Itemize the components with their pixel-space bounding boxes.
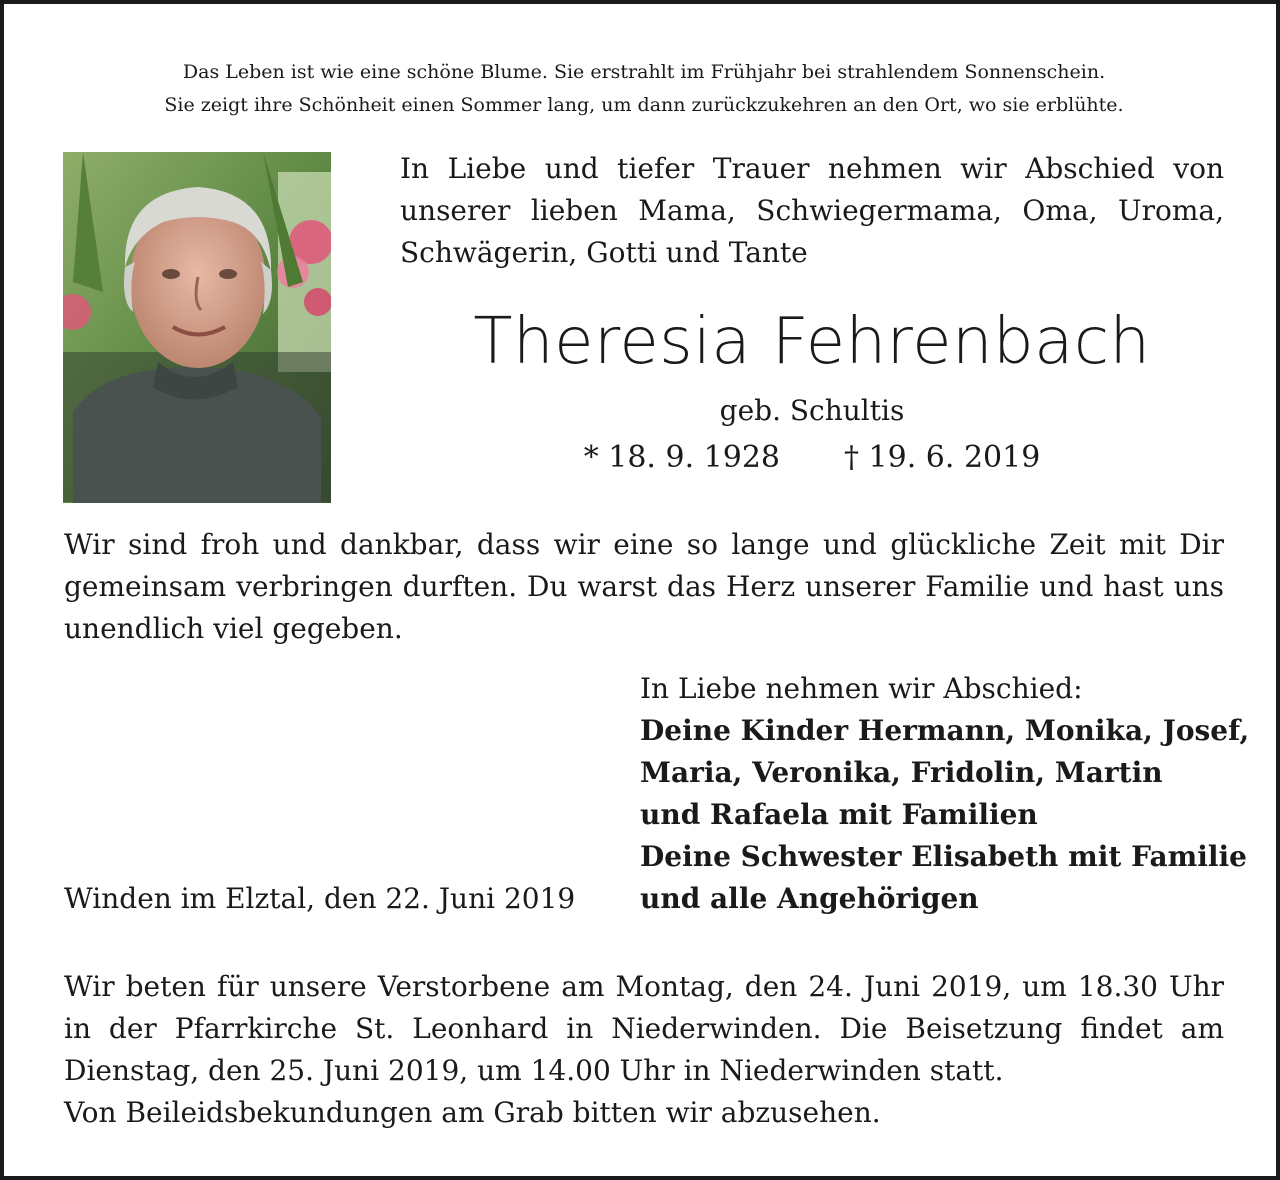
- death-date: † 19. 6. 2019: [844, 440, 1041, 475]
- motto-line-2: Sie zeigt ihre Schönheit einen Sommer lang, um dann zurückzukehren an den Ort, wo sie erblühte.: [164, 94, 1124, 116]
- portrait-photo: [63, 152, 331, 503]
- mourners-line: und alle Angehörigen: [640, 882, 979, 915]
- mourners-block: [640, 668, 1250, 920]
- birth-date: * 18. 9. 1928: [583, 440, 780, 475]
- mourners-line: und Rafaela mit Familien: [640, 798, 1038, 831]
- service-text: Wir beten für unsere Verstorbene am Montag, den 24. Juni 2019, um 18.30 Uhr in der Pfarrkirche St. Leonhard in Niederwinden. Die Beisetzung findet am Dienstag, den 25. Juni 2019, um 14.00 Uhr in Niederwinden statt.: [64, 970, 1224, 1087]
- mourners-line: Deine Kinder Hermann, Monika, Josef,: [640, 714, 1250, 747]
- service-info: [64, 966, 1224, 1134]
- thanks-text: Wir sind froh und dankbar, dass wir eine so lange und glückliche Zeit mit Dir gemeinsam verbringen durften. Du warst das Herz unserer Familie und hast uns unendlich viel gegeben.: [64, 528, 1224, 645]
- mourners-heading: In Liebe nehmen wir Abschied:: [640, 672, 1083, 705]
- maiden-name: geb. Schultis: [719, 394, 905, 427]
- mourners-line: Deine Schwester Elisabeth mit Familie: [640, 840, 1247, 873]
- life-dates: [400, 438, 1224, 478]
- place-and-date: Winden im Elztal, den 22. Juni 2019: [64, 882, 576, 915]
- mourners-line: Maria, Veronika, Fridolin, Martin: [640, 756, 1163, 789]
- motto-line-1: Das Leben ist wie eine schöne Blume. Sie erstrahlt im Frühjahr bei strahlendem Sonnenschein.: [182, 61, 1106, 83]
- condolence-note: Von Beileidsbekundungen am Grab bitten wir abzusehen.: [64, 1096, 881, 1129]
- intro-text: In Liebe und tiefer Trauer nehmen wir Abschied von unserer lieben Mama, Schwiegermama, Oma, Uroma, Schwägerin, Gotti und Tante: [400, 152, 1224, 269]
- deceased-name: Theresia Fehrenbach: [473, 305, 1151, 379]
- motto: [64, 56, 1224, 122]
